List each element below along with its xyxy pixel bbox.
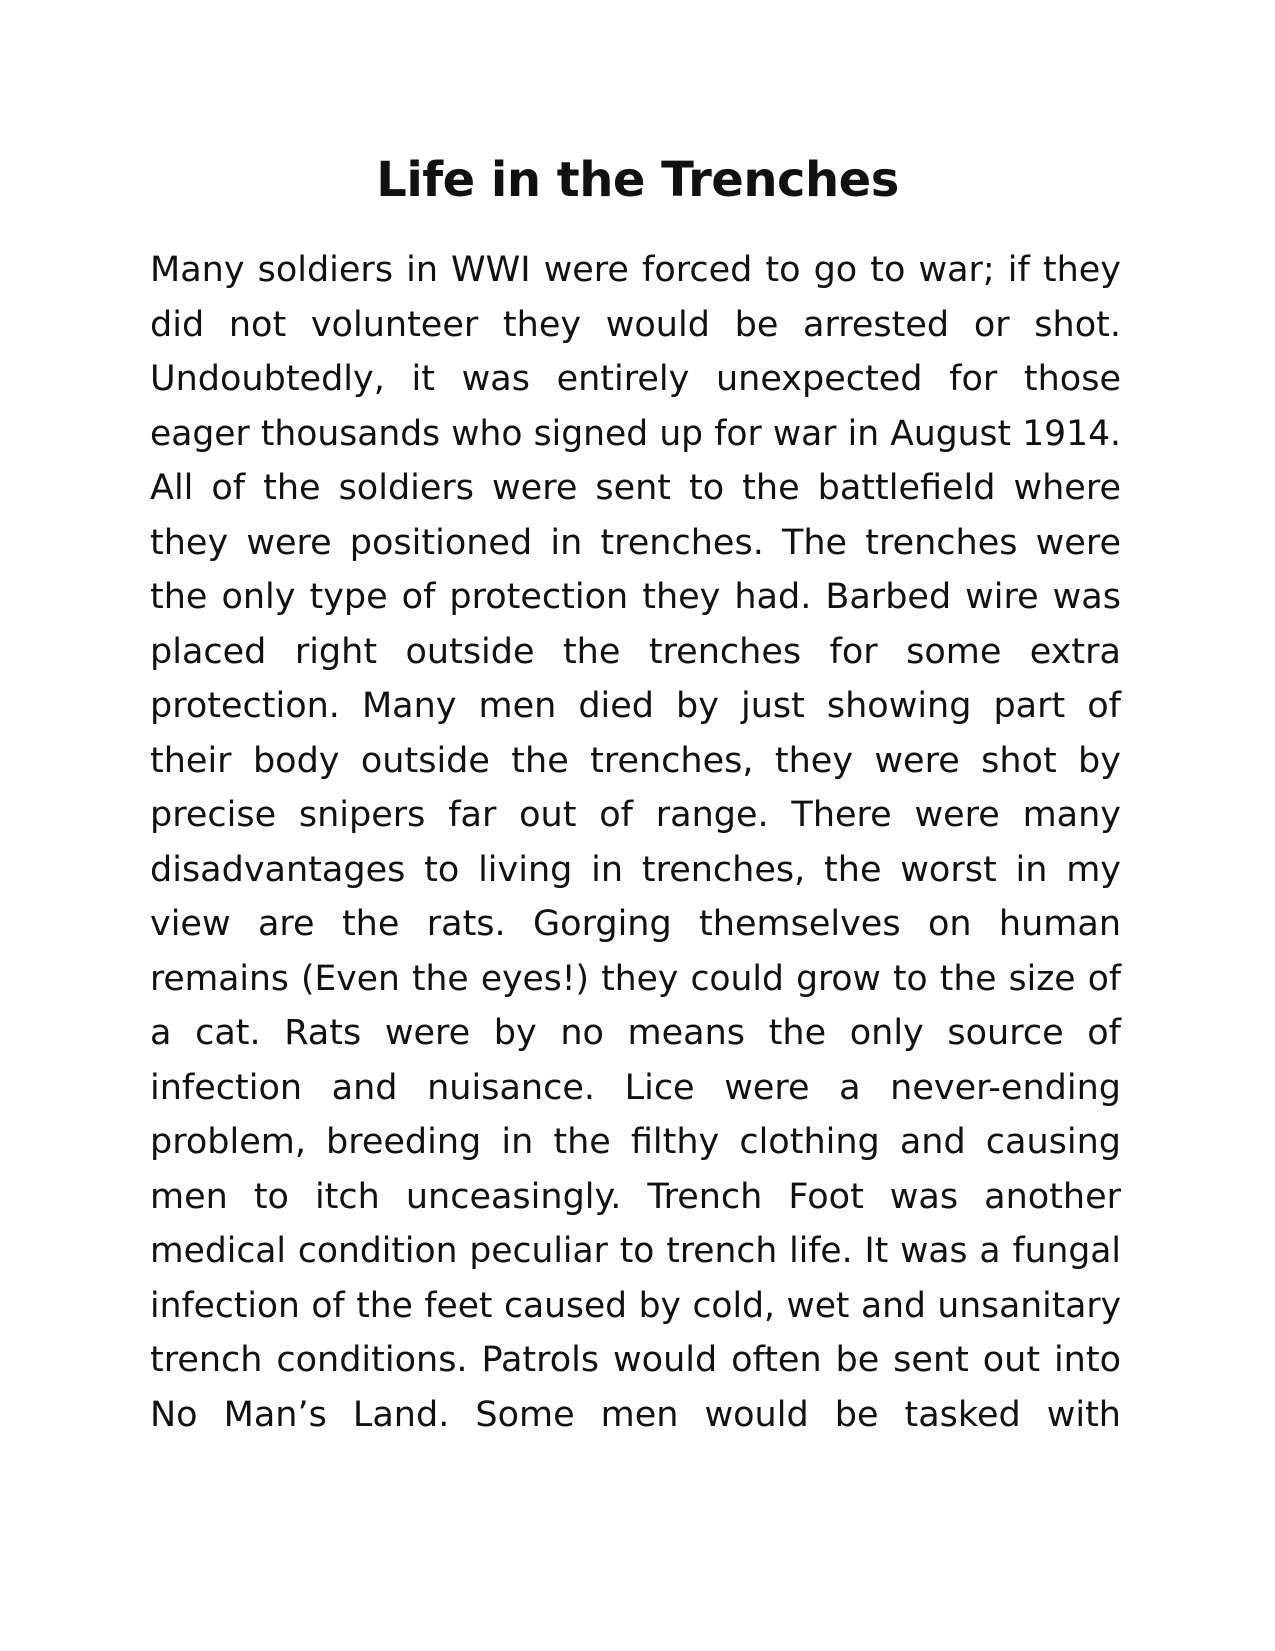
text-line: precise snipers far out of range. There were many bbox=[150, 795, 1121, 835]
text-line: they were positioned in trenches. The trenches were bbox=[150, 522, 1121, 563]
text-line: their body outside the trenches, they were shot by bbox=[150, 740, 1121, 781]
page-title: Life in the Trenches bbox=[376, 152, 899, 208]
text-line: disadvantages to living in trenches, the worst in my bbox=[150, 849, 1121, 890]
body-paragraph bbox=[150, 243, 1121, 1442]
text-line: Many soldiers in WWI were forced to go to war; if they bbox=[150, 250, 1121, 290]
text-line: problem, breeding in the filthy clothing and causing bbox=[150, 1122, 1121, 1162]
text-line: protection. Many men died by just showing part of bbox=[150, 686, 1121, 726]
text-line: infection of the feet caused by cold, wet and unsanitary bbox=[150, 1285, 1121, 1326]
text-line: Undoubtedly, it was entirely unexpected for those bbox=[150, 359, 1121, 399]
text-line: men to itch unceasingly. Trench Foot was another bbox=[150, 1176, 1121, 1217]
text-line: the only type of protection they had. Barbed wire was bbox=[150, 577, 1121, 617]
text-line: medical condition peculiar to trench life. It was a fungal bbox=[150, 1231, 1121, 1271]
text-line: No Man’s Land. Some men would be tasked with bbox=[150, 1394, 1121, 1435]
text-line: trench conditions. Patrols would often be sent out into bbox=[150, 1340, 1121, 1380]
text-line: infection and nuisance. Lice were a never-ending bbox=[150, 1067, 1121, 1108]
text-line: a cat. Rats were by no means the only source of bbox=[150, 1013, 1121, 1053]
text-line: remains (Even the eyes!) they could grow to the size of bbox=[150, 958, 1121, 999]
text-line: placed right outside the trenches for some extra bbox=[150, 631, 1121, 672]
text-line: did not volunteer they would be arrested or shot. bbox=[150, 304, 1121, 345]
text-line: All of the soldiers were sent to the battlefield where bbox=[150, 468, 1121, 508]
text-line: view are the rats. Gorging themselves on human bbox=[150, 904, 1121, 944]
text-line: eager thousands who signed up for war in August 1914. bbox=[150, 413, 1121, 454]
